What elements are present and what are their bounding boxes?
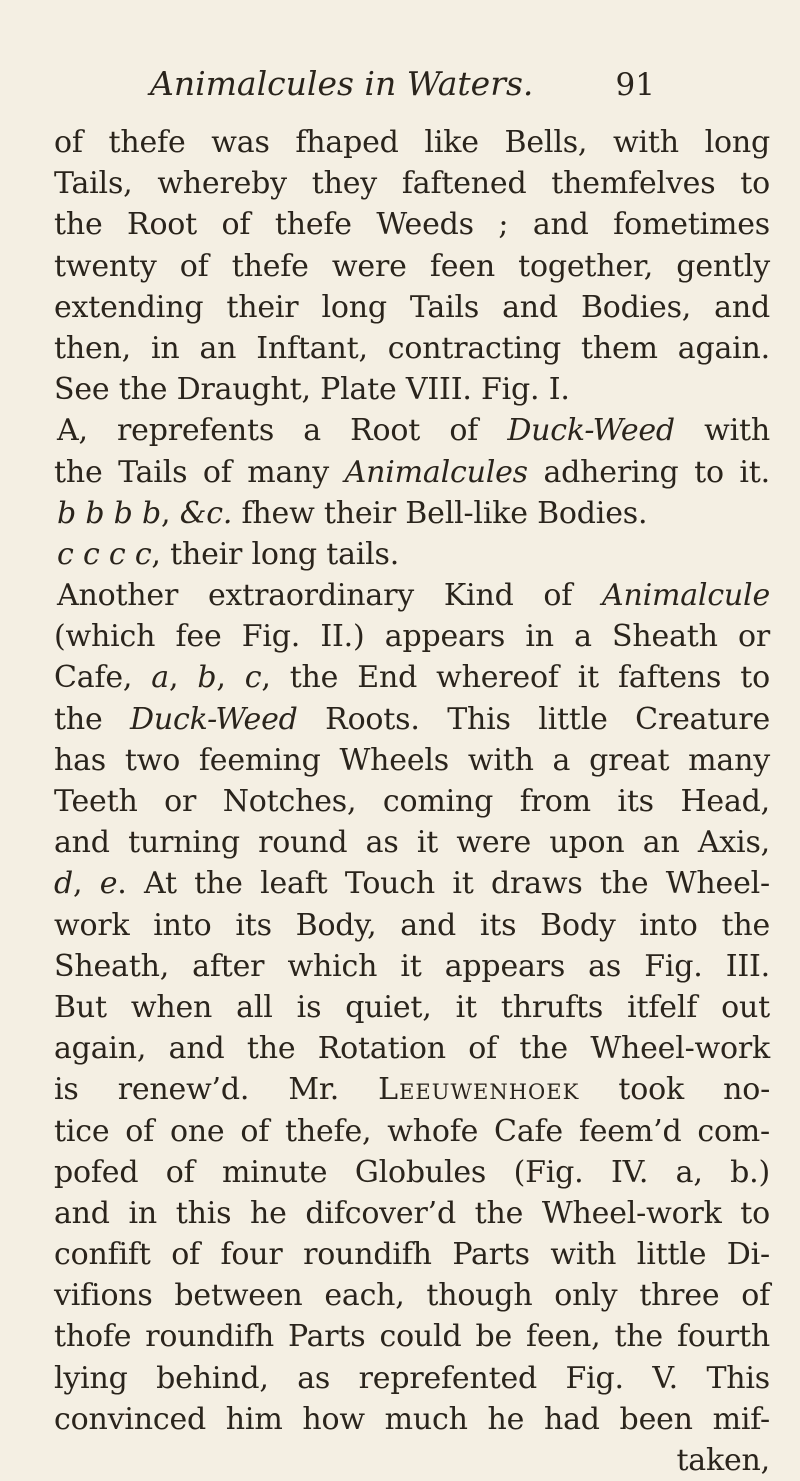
text-line: convinced him how much he had been mif- xyxy=(54,1401,770,1437)
text-line: of thefe was fhaped like Bells, with long xyxy=(54,125,770,160)
text-line xyxy=(54,493,770,534)
text-line: the Root of thefe Weeds ; and fometimes xyxy=(54,207,770,243)
text-line: extending their long Tails and Bodies, and xyxy=(54,289,770,325)
text-line: then, in an Inftant, contracting them again. xyxy=(54,330,770,366)
text-run: Roots. This little Creature xyxy=(297,701,770,737)
italic-run: b xyxy=(197,660,217,696)
text-line: and in this he difcover’d the Wheel-work to xyxy=(54,1195,770,1231)
text-line xyxy=(54,534,770,575)
text-run: , xyxy=(73,866,100,902)
text-line: lying behind, as reprefented Fig. V. This xyxy=(54,1360,770,1396)
text-run: , their long tails. xyxy=(151,536,400,572)
catchword: taken, xyxy=(676,1443,770,1478)
running-title: Animalcules in Waters. xyxy=(150,64,534,103)
text-line: confift of four roundifh Parts with little Di- xyxy=(54,1237,770,1273)
text-run: , the End whereof it faftens to xyxy=(261,660,770,696)
italic-run: d xyxy=(54,866,74,902)
text-run: . At the leaft Touch it draws the Wheel- xyxy=(117,866,770,902)
italic-run: Duck-Weed xyxy=(507,413,675,449)
text-line: See the Draught, Plate VIII. Fig. I. xyxy=(54,372,570,408)
page-number: 91 xyxy=(615,67,655,103)
text-line: work into its Body, and its Body into the xyxy=(54,907,770,943)
italic-run: b b b b xyxy=(57,495,162,531)
text-line xyxy=(54,863,770,904)
text-run: , xyxy=(216,660,245,696)
text-line: tice of one of thefe, whofe Cafe feem’d com- xyxy=(54,1113,770,1149)
text-line xyxy=(54,657,770,698)
page-header xyxy=(150,64,655,114)
text-line: thofe roundifh Parts could be feen, the fourth xyxy=(54,1319,770,1355)
small-caps-name: Leeuwenhoek xyxy=(378,1072,580,1108)
text-run: fhew their Bell-like Bodies. xyxy=(232,495,648,531)
italic-run: Duck-Weed xyxy=(130,701,298,737)
text-run: , xyxy=(168,660,198,696)
body-text xyxy=(54,122,770,1481)
italic-run: &c. xyxy=(179,495,233,531)
text-line xyxy=(54,1069,770,1110)
text-line xyxy=(54,575,770,616)
text-line: pofed of minute Globules (Fig. IV. a, b.) xyxy=(54,1154,770,1190)
text-line: Teeth or Notches, coming from its Head, xyxy=(54,784,770,819)
text-run: the xyxy=(54,701,131,737)
text-line: has two feeming Wheels with a great many xyxy=(54,742,770,778)
text-run: the Tails of many xyxy=(54,454,345,490)
text-run: A, reprefents a Root of xyxy=(57,413,508,449)
italic-run: e xyxy=(99,866,118,902)
text-line: (which fee Fig. II.) appears in a Sheath or xyxy=(54,619,770,655)
text-line: But when all is quiet, it thrufts itfelf out xyxy=(54,989,770,1025)
text-line xyxy=(54,452,770,493)
italic-run: c xyxy=(244,660,262,696)
text-line: twenty of thefe were feen together, gently xyxy=(54,248,770,284)
text-run: Another extraordinary Kind of xyxy=(57,578,603,614)
text-run: with xyxy=(674,413,770,449)
text-run: Cafe, xyxy=(54,660,152,696)
text-line: again, and the Rotation of the Wheel-work xyxy=(54,1031,770,1067)
italic-run: Animalcule xyxy=(602,578,770,614)
text-run: adhering to it. xyxy=(527,454,770,490)
text-line xyxy=(54,410,770,451)
text-line: vifions between each, though only three of xyxy=(54,1278,770,1314)
text-line: and turning round as it were upon an Axis, xyxy=(54,825,770,861)
italic-run: a xyxy=(151,660,169,696)
italic-run: c c c c xyxy=(57,536,152,572)
text-run: , xyxy=(161,495,180,531)
text-line: Sheath, after which it appears as Fig. III. xyxy=(54,948,770,984)
text-run: is renew’d. Mr. xyxy=(54,1072,379,1108)
italic-run: Animalcules xyxy=(344,454,528,490)
text-run: took no- xyxy=(579,1072,771,1108)
text-line: Tails, whereby they faftened themfelves to xyxy=(54,166,770,202)
text-line xyxy=(54,699,770,740)
